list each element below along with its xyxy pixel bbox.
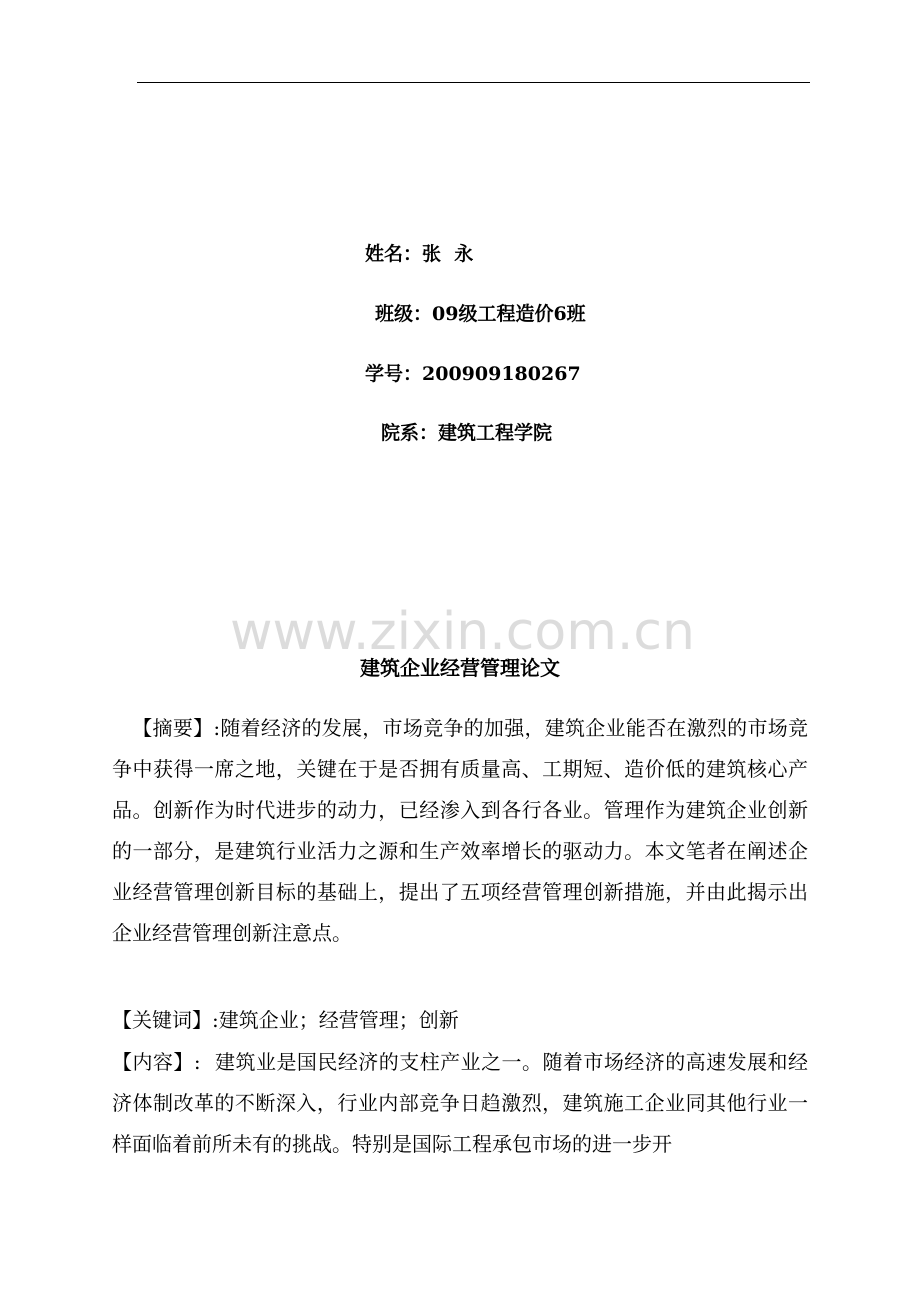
- department-line: [381, 421, 552, 445]
- student-id-value: 200909180267: [422, 363, 581, 385]
- abstract-paragraph: [112, 708, 808, 954]
- name-value: 张 永: [422, 243, 474, 265]
- paper-title: 建筑企业经营管理论文: [360, 656, 560, 680]
- abstract-text: 随着经济的发展，市场竞争的加强，建筑企业能否在激烈的市场竞争中获得一席之地，关键在于是否拥有质量高、工期短、造价低的建筑核心产品。创新作为时代进步的动力，已经渗入到各行各业。管理作为建筑企业创新的一部分，是建筑行业活力之源和生产效率增长的驱动力。本文笔者在阐述企业经营管理创新目标的基础上，提出了五项经营管理创新措施，并由此揭示出企业经营管理创新注意点。: [112, 716, 808, 945]
- keywords-text: 建筑企业；经营管理；创新: [218, 1008, 459, 1032]
- content-paragraph: [112, 1042, 808, 1165]
- abstract-tag: 【摘要】:: [132, 716, 221, 740]
- header-rule: [137, 82, 810, 83]
- name-label: 姓名：: [365, 243, 423, 265]
- department-label: 院系：: [381, 422, 439, 444]
- keywords-tag: 【关键词】:: [112, 1008, 219, 1032]
- keywords-paragraph: [112, 1000, 808, 1041]
- student-id-label: 学号：: [365, 363, 423, 385]
- class-label: 班级：: [375, 303, 433, 325]
- student-id-line: [365, 362, 581, 386]
- content-text: 建筑业是国民经济的支柱产业之一。随着市场经济的高速发展和经济体制改革的不断深入，行业内部竞争日趋激烈，建筑施工企业同其他行业一样面临着前所未有的挑战。特别是国际工程承包市场的进一步开: [112, 1050, 808, 1156]
- class-line: [375, 302, 586, 326]
- name-line: [365, 242, 473, 266]
- content-tag: 【内容】:: [112, 1050, 201, 1074]
- department-value: 建筑工程学院: [438, 422, 553, 444]
- watermark: www.zixin.com.cn: [230, 602, 695, 662]
- class-value: 09级工程造价6班: [432, 303, 586, 325]
